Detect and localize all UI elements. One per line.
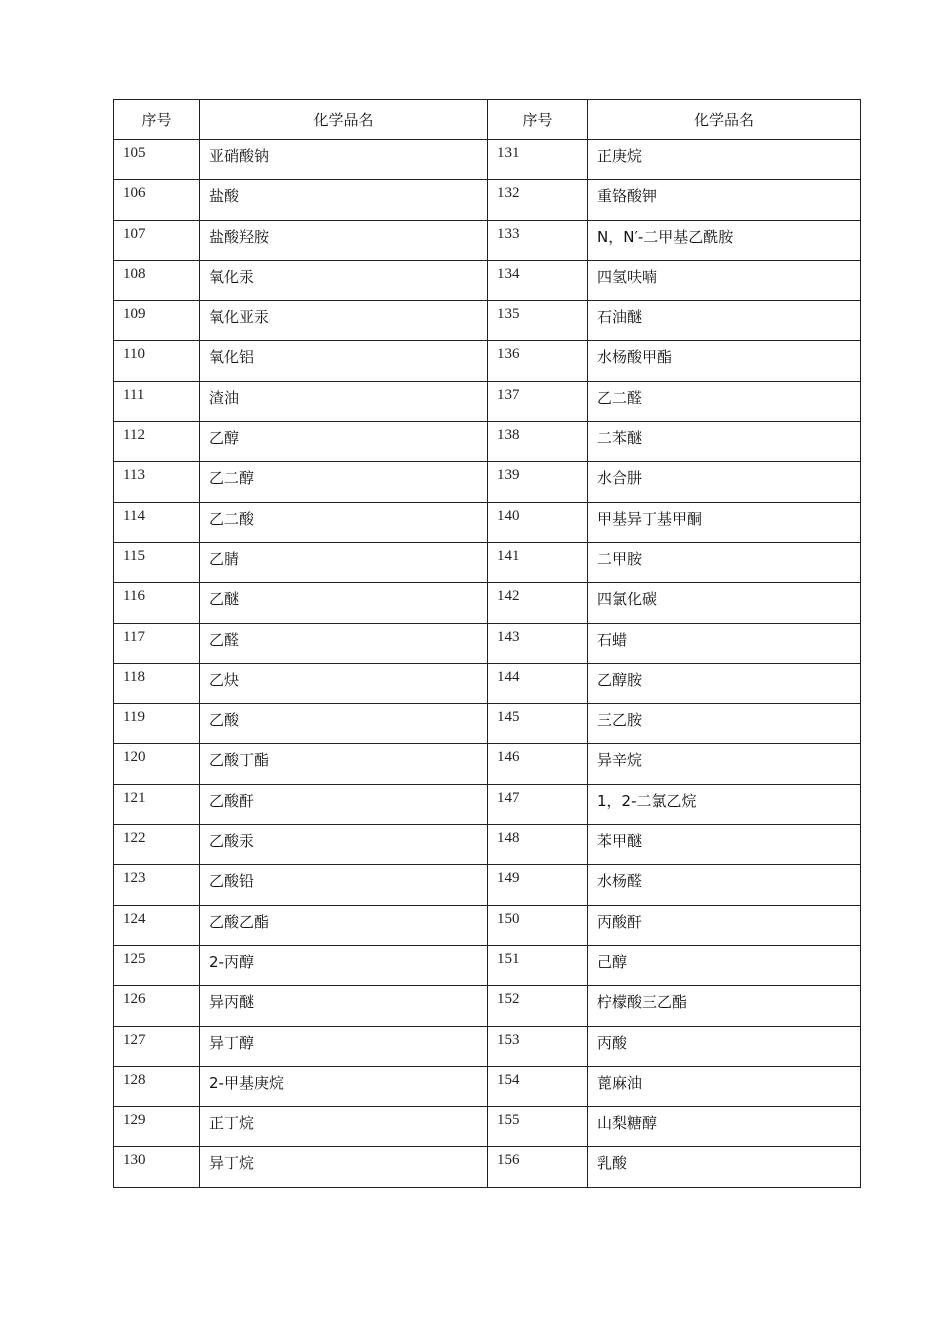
table-row xyxy=(114,1066,861,1106)
serial-number-left: 126 xyxy=(114,986,200,1026)
table-row xyxy=(114,583,861,623)
table-row xyxy=(114,341,861,381)
chemical-name-right: 乙二醛 xyxy=(588,381,861,421)
chemical-name-right: N，N′-二甲基乙酰胺 xyxy=(588,220,861,260)
serial-number-left: 112 xyxy=(114,422,200,462)
serial-number-right: 142 xyxy=(488,583,588,623)
table-row xyxy=(114,422,861,462)
serial-number-left: 113 xyxy=(114,462,200,502)
serial-number-right: 155 xyxy=(488,1107,588,1147)
serial-number-left: 115 xyxy=(114,542,200,582)
serial-number-left: 106 xyxy=(114,180,200,220)
table-row xyxy=(114,865,861,905)
serial-number-left: 129 xyxy=(114,1107,200,1147)
serial-number-right: 133 xyxy=(488,220,588,260)
chemical-name-right: 蓖麻油 xyxy=(588,1066,861,1106)
chemical-name-right: 丙酸酐 xyxy=(588,905,861,945)
table-row xyxy=(114,220,861,260)
chemical-name-right: 异辛烷 xyxy=(588,744,861,784)
chemical-name-right: 丙酸 xyxy=(588,1026,861,1066)
serial-number-left: 123 xyxy=(114,865,200,905)
chemical-name-left: 2-甲基庚烷 xyxy=(200,1066,488,1106)
chemical-name-left: 异丁醇 xyxy=(200,1026,488,1066)
serial-number-left: 111 xyxy=(114,381,200,421)
serial-number-right: 137 xyxy=(488,381,588,421)
header-chemical-name-right: 化学品名 xyxy=(588,100,861,140)
chemical-name-left: 氧化汞 xyxy=(200,260,488,300)
chemical-name-left: 乙醚 xyxy=(200,583,488,623)
table-row xyxy=(114,663,861,703)
serial-number-left: 125 xyxy=(114,945,200,985)
chemical-name-right: 己醇 xyxy=(588,945,861,985)
serial-number-right: 135 xyxy=(488,301,588,341)
serial-number-right: 143 xyxy=(488,623,588,663)
serial-number-right: 151 xyxy=(488,945,588,985)
table-row xyxy=(114,260,861,300)
table-row xyxy=(114,623,861,663)
chemical-name-right: 乙醇胺 xyxy=(588,663,861,703)
chemical-name-left: 乙炔 xyxy=(200,663,488,703)
chemical-name-left: 氧化铝 xyxy=(200,341,488,381)
chemical-name-left: 盐酸 xyxy=(200,180,488,220)
serial-number-left: 119 xyxy=(114,704,200,744)
chemical-name-right: 1，2-二氯乙烷 xyxy=(588,784,861,824)
chemical-name-left: 渣油 xyxy=(200,381,488,421)
table-row xyxy=(114,462,861,502)
table-row xyxy=(114,542,861,582)
chemical-name-left: 正丁烷 xyxy=(200,1107,488,1147)
serial-number-left: 122 xyxy=(114,825,200,865)
chemical-name-left: 亚硝酸钠 xyxy=(200,140,488,180)
serial-number-right: 140 xyxy=(488,502,588,542)
chemical-name-right: 三乙胺 xyxy=(588,704,861,744)
chemical-name-left: 氧化亚汞 xyxy=(200,301,488,341)
table-header-row xyxy=(114,100,861,140)
serial-number-left: 118 xyxy=(114,663,200,703)
chemical-name-right: 乳酸 xyxy=(588,1147,861,1187)
serial-number-right: 150 xyxy=(488,905,588,945)
serial-number-left: 109 xyxy=(114,301,200,341)
table-row xyxy=(114,784,861,824)
serial-number-left: 120 xyxy=(114,744,200,784)
table-row xyxy=(114,140,861,180)
table-row xyxy=(114,986,861,1026)
chemical-name-left: 乙酸汞 xyxy=(200,825,488,865)
chemical-name-right: 水杨酸甲酯 xyxy=(588,341,861,381)
chemical-name-right: 四氯化碳 xyxy=(588,583,861,623)
serial-number-right: 147 xyxy=(488,784,588,824)
chemical-name-right: 苯甲醚 xyxy=(588,825,861,865)
chemical-name-right: 石蜡 xyxy=(588,623,861,663)
table-row xyxy=(114,502,861,542)
serial-number-right: 136 xyxy=(488,341,588,381)
chemical-name-right: 重铬酸钾 xyxy=(588,180,861,220)
serial-number-left: 108 xyxy=(114,260,200,300)
chemical-name-left: 乙酸酐 xyxy=(200,784,488,824)
serial-number-right: 139 xyxy=(488,462,588,502)
serial-number-right: 154 xyxy=(488,1066,588,1106)
serial-number-right: 145 xyxy=(488,704,588,744)
serial-number-right: 134 xyxy=(488,260,588,300)
table-row xyxy=(114,744,861,784)
table-row xyxy=(114,1107,861,1147)
table-row xyxy=(114,704,861,744)
chemical-name-left: 乙酸丁酯 xyxy=(200,744,488,784)
chemical-name-left: 盐酸羟胺 xyxy=(200,220,488,260)
serial-number-right: 153 xyxy=(488,1026,588,1066)
serial-number-right: 131 xyxy=(488,140,588,180)
serial-number-right: 132 xyxy=(488,180,588,220)
chemical-name-right: 二甲胺 xyxy=(588,542,861,582)
serial-number-right: 138 xyxy=(488,422,588,462)
serial-number-right: 156 xyxy=(488,1147,588,1187)
serial-number-right: 146 xyxy=(488,744,588,784)
header-serial-left: 序号 xyxy=(114,100,200,140)
serial-number-left: 107 xyxy=(114,220,200,260)
chemical-name-right: 四氢呋喃 xyxy=(588,260,861,300)
chemical-name-right: 山梨糖醇 xyxy=(588,1107,861,1147)
serial-number-left: 105 xyxy=(114,140,200,180)
serial-number-left: 128 xyxy=(114,1066,200,1106)
chemical-name-left: 2-丙醇 xyxy=(200,945,488,985)
table-row xyxy=(114,825,861,865)
header-serial-right: 序号 xyxy=(488,100,588,140)
chemical-name-left: 乙酸铅 xyxy=(200,865,488,905)
serial-number-right: 152 xyxy=(488,986,588,1026)
chemical-name-left: 乙腈 xyxy=(200,542,488,582)
chemical-name-right: 水合肼 xyxy=(588,462,861,502)
serial-number-left: 121 xyxy=(114,784,200,824)
table-row xyxy=(114,945,861,985)
serial-number-right: 148 xyxy=(488,825,588,865)
header-chemical-name-left: 化学品名 xyxy=(200,100,488,140)
chemical-name-right: 柠檬酸三乙酯 xyxy=(588,986,861,1026)
chemical-name-left: 乙酸乙酯 xyxy=(200,905,488,945)
chemical-list-table xyxy=(113,99,861,1188)
chemical-name-left: 乙二醇 xyxy=(200,462,488,502)
chemical-name-left: 异丁烷 xyxy=(200,1147,488,1187)
serial-number-left: 130 xyxy=(114,1147,200,1187)
chemical-name-left: 异丙醚 xyxy=(200,986,488,1026)
serial-number-left: 117 xyxy=(114,623,200,663)
chemical-name-right: 二苯醚 xyxy=(588,422,861,462)
serial-number-left: 114 xyxy=(114,502,200,542)
table-row xyxy=(114,1026,861,1066)
chemical-name-right: 正庚烷 xyxy=(588,140,861,180)
serial-number-right: 141 xyxy=(488,542,588,582)
serial-number-right: 149 xyxy=(488,865,588,905)
serial-number-left: 124 xyxy=(114,905,200,945)
chemical-name-left: 乙醇 xyxy=(200,422,488,462)
chemical-name-left: 乙酸 xyxy=(200,704,488,744)
serial-number-left: 110 xyxy=(114,341,200,381)
table-row xyxy=(114,1147,861,1187)
table-body xyxy=(114,140,861,1188)
serial-number-left: 127 xyxy=(114,1026,200,1066)
table-row xyxy=(114,905,861,945)
chemical-name-left: 乙醛 xyxy=(200,623,488,663)
chemical-name-left: 乙二酸 xyxy=(200,502,488,542)
serial-number-left: 116 xyxy=(114,583,200,623)
chemical-name-right: 甲基异丁基甲酮 xyxy=(588,502,861,542)
table-row xyxy=(114,301,861,341)
chemical-name-right: 石油醚 xyxy=(588,301,861,341)
serial-number-right: 144 xyxy=(488,663,588,703)
table-row xyxy=(114,180,861,220)
table-row xyxy=(114,381,861,421)
chemical-name-right: 水杨醛 xyxy=(588,865,861,905)
